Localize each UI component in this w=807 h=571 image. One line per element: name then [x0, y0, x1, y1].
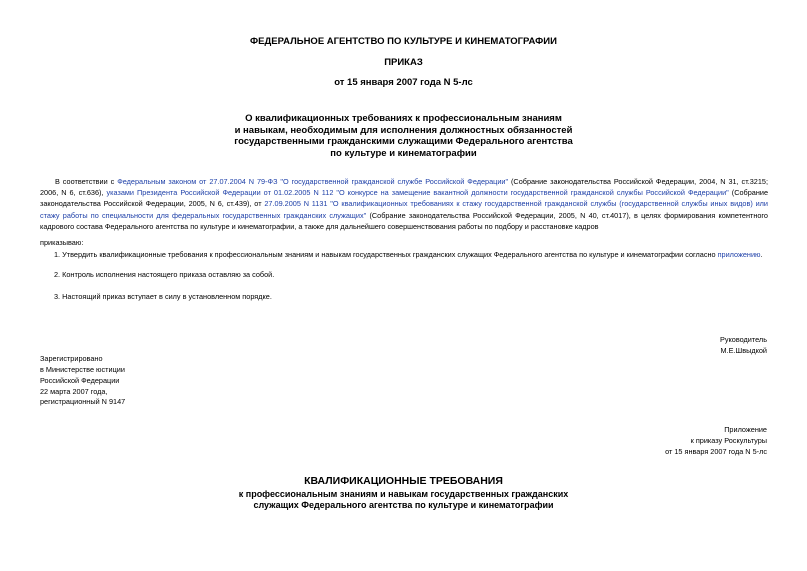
document-title [0, 113, 807, 159]
signature-position: Руководитель [719, 335, 767, 344]
title-line-4: по культуре и кинематографии [330, 147, 477, 159]
requirements-heading: КВАЛИФИКАЦИОННЫЕ ТРЕБОВАНИЯ [304, 475, 503, 487]
registration-line-2: в Министерстве юстиции [40, 365, 125, 374]
preamble-text-2: (Собрание законодательства Российской Федерации, 2004, N 31, ст.3215; 2006, N 6, ст.636), [40, 177, 769, 198]
preamble-text-1: В соответствии с [55, 177, 118, 186]
appendix-line-3: от 15 января 2007 года N 5-лс [665, 447, 767, 456]
preamble-text-3: (Собрание законодательства Российской Федерации, 2005, N 6, ст.439), от [40, 188, 768, 209]
federal-law-link[interactable]: Федеральным законом от 27.07.2004 N 79-ФЗ "О государственной гражданской службе Российской Федерации" [117, 177, 509, 186]
agency-name: ФЕДЕРАЛЬНОЕ АГЕНТСТВО ПО КУЛЬТУРЕ И КИНЕМАТОГРАФИИ [250, 36, 557, 47]
preamble-paragraph [40, 176, 768, 232]
document-type: ПРИКАЗ [384, 57, 423, 68]
registration-line-5: регистрационный N 9147 [40, 397, 126, 406]
registration-line-1: Зарегистрировано [40, 354, 103, 363]
document-date: от 15 января 2007 года N 5-лс [334, 77, 473, 88]
appendix-link[interactable]: приложению [717, 250, 761, 259]
appendix-line-1: Приложение [724, 425, 767, 434]
registration-line-3: Российской Федерации [40, 376, 120, 385]
president-decree-link[interactable]: указами Президента Российской Федерации от 01.02.2005 N 112 "О конкурсе на замещение вакантной должности государственной гражданской службы Российской Федерации" [106, 188, 729, 198]
order-item-2: 2. Контроль исполнения настоящего приказа оставляю за собой. [54, 270, 275, 279]
order-item-1-end: . [760, 250, 763, 259]
signature-name: М.Е.Швыдкой [720, 346, 767, 355]
title-line-1: О квалификационных требованиях к профессиональным знаниям [245, 113, 562, 124]
preamble-text-4: (Собрание законодательства Российской Федерации, 2005, N 40, ст.4017), в целях формирования компетентного кадрового состава Федерального агентства по культуре и кинематографии, а также для дальнейшего совершенствования работы по подбору и расстановке кадров [40, 210, 768, 231]
order-item-3: 3. Настоящий приказ вступает в силу в установленном порядке. [54, 292, 272, 301]
appendix-line-2: к приказу Роскультуры [690, 436, 767, 445]
decree-1131-link[interactable]: 27.09.2005 N 1131 "О квалификационных требованиях к стажу государственной гражданской службы (государственной службы иных видов) или стажу работы по специальности для федеральных государственных гражданских служащих" [40, 199, 769, 220]
order-item-1-text: 1. Утвердить квалификационные требования к профессиональным знаниям и навыкам государственных гражданских служащих Федерального агентства по культуре и кинематографии согласно [54, 250, 718, 259]
registration-line-4: 22 марта 2007 года, [40, 387, 108, 396]
requirements-subtitle-1: к профессиональным знаниям и навыкам государственных гражданских [238, 489, 569, 499]
order-word: приказываю: [40, 238, 84, 247]
title-line-2: и навыкам, необходимым для исполнения должностных обязанностей [234, 124, 573, 136]
title-line-3: государственными гражданскими служащими Федерального агентства [234, 136, 573, 147]
requirements-subtitle-2: служащих Федерального агентства по культуре и кинематографии [253, 500, 554, 510]
order-item-1 [54, 249, 763, 260]
